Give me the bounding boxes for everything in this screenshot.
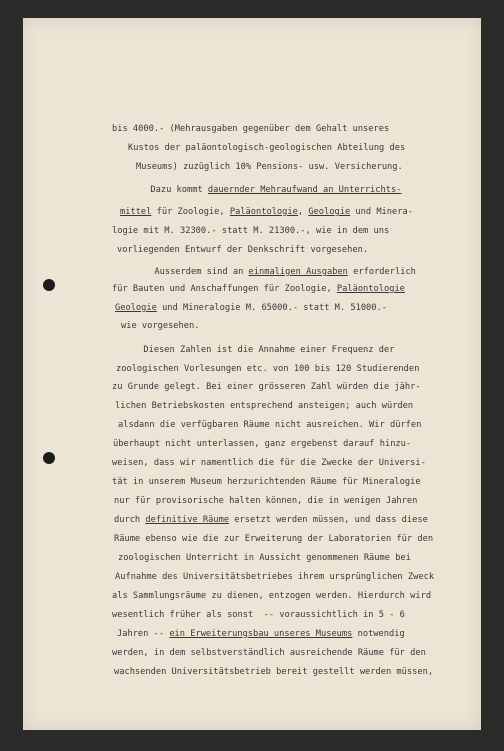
- text-segment: und Mineralogie M. 65000.- statt M. 51000.-: [156, 303, 387, 313]
- text-line: [112, 225, 389, 237]
- text-segment: ersetzt werden müssen, und dass diese: [229, 515, 428, 525]
- text-line: [115, 302, 387, 314]
- text-line: [112, 647, 426, 659]
- punch-hole-top: [43, 279, 55, 291]
- text-line: [112, 590, 431, 602]
- text-line: [120, 206, 413, 218]
- text-segment: vorliegenden Entwurf der Denkschrift vorgesehen.: [117, 245, 369, 255]
- underlined-text: ein Erweiterungsbau unseres Museums: [169, 629, 353, 639]
- text-segment: Räume ebenso wie die zur Erweiterung der Laboratorien für den: [114, 534, 434, 544]
- text-segment: durch: [114, 515, 146, 525]
- text-segment: Dazu kommt: [119, 185, 208, 195]
- text-line: [113, 438, 411, 450]
- underlined-text: Geologie: [115, 303, 157, 313]
- text-segment: Jahren --: [117, 629, 170, 639]
- text-line: [116, 363, 419, 375]
- text-line: [123, 266, 416, 278]
- underlined-text: Geologie: [308, 207, 351, 217]
- text-segment: zoologischen Unterricht in Aussicht genommenen Räume bei: [118, 553, 411, 563]
- text-segment: erforderlich: [347, 267, 416, 277]
- text-segment: logie mit M. 32300.- statt M. 21300.-, wie in dem uns: [112, 226, 390, 236]
- text-line: [117, 244, 368, 256]
- text-segment: wachsenden Universitätsbetrieb bereit gestellt werden müssen,: [114, 667, 434, 677]
- text-segment: ,: [297, 207, 309, 217]
- text-segment: tät in unserem Museum herzurichtenden Räume für Mineralogie: [112, 477, 421, 487]
- text-segment: bis 4000.- (Mehrausgaben gegenüber dem Gehalt unseres: [112, 124, 390, 134]
- text-line: [112, 457, 426, 469]
- text-segment: notwendig: [352, 629, 405, 639]
- text-line: [112, 476, 421, 488]
- text-segment: für Zoologie,: [151, 207, 230, 217]
- text-line: [112, 381, 421, 393]
- text-line: [119, 184, 401, 196]
- text-segment: als Sammlungsräume zu dienen, entzogen werden. Hierdurch wird: [112, 591, 432, 601]
- underlined-text: Paläontologie: [336, 284, 405, 294]
- text-segment: Museums) zuzüglich 10% Pensions- usw. Versicherung.: [136, 162, 403, 172]
- text-segment: zu Grunde gelegt. Bei einer grösseren Zahl würden die jähr-: [112, 382, 421, 392]
- text-line: [112, 123, 389, 135]
- text-line: [115, 571, 434, 583]
- text-line: [136, 161, 403, 173]
- text-segment: überhaupt nicht unterlassen, ganz ergebenst darauf hinzu-: [113, 439, 412, 449]
- text-segment: wesentlich früher als sonst -- voraussichtlich in 5 - 6: [112, 610, 405, 620]
- text-line: [118, 552, 411, 564]
- text-line: [112, 344, 394, 356]
- text-segment: Diesen Zahlen ist die Annahme einer Frequenz der: [112, 345, 395, 355]
- underlined-text: dauernder Mehraufwand an Unterrichts-: [207, 185, 402, 195]
- text-segment: weisen, dass wir namentlich die für die Zwecke der Universi-: [112, 458, 426, 468]
- text-line: [121, 320, 199, 332]
- text-segment: lichen Betriebskosten entsprechend ansteigen; auch würden: [115, 401, 414, 411]
- underlined-text: Paläontologie: [229, 207, 298, 217]
- text-line: [114, 666, 433, 678]
- punch-hole-bottom: [43, 452, 55, 464]
- text-segment: Ausserdem sind an: [123, 267, 249, 277]
- text-line: [114, 533, 433, 545]
- text-segment: zoologischen Vorlesungen etc. von 100 bis 120 Studierenden: [116, 364, 420, 374]
- underlined-text: definitive Räume: [145, 515, 230, 525]
- text-segment: alsdann die verfügbaren Räume nicht ausreichen. Wir dürfen: [118, 420, 422, 430]
- text-line: [114, 514, 428, 526]
- text-line: [128, 142, 405, 154]
- underlined-text: mittel: [120, 207, 152, 217]
- text-segment: Aufnahme des Universitätsbetriebes ihrem ursprünglichen Zweck: [115, 572, 435, 582]
- text-segment: und Minera-: [350, 207, 413, 217]
- text-segment: für Bauten und Anschaffungen für Zoologie,: [112, 284, 337, 294]
- underlined-text: einmaligen Ausgaben: [248, 267, 348, 277]
- text-segment: werden, in dem selbstverständlich ausreichende Räume für den: [112, 648, 426, 658]
- text-line: [118, 419, 421, 431]
- text-line: [112, 609, 405, 621]
- text-segment: wie vorgesehen.: [121, 321, 200, 331]
- text-segment: nur für provisorische halten können, die in wenigen Jahren: [114, 496, 418, 506]
- text-line: [114, 495, 417, 507]
- text-line: [112, 283, 405, 295]
- text-segment: Kustos der paläontologisch-geologischen Abteilung des: [128, 143, 406, 153]
- text-line: [117, 628, 405, 640]
- text-line: [115, 400, 413, 412]
